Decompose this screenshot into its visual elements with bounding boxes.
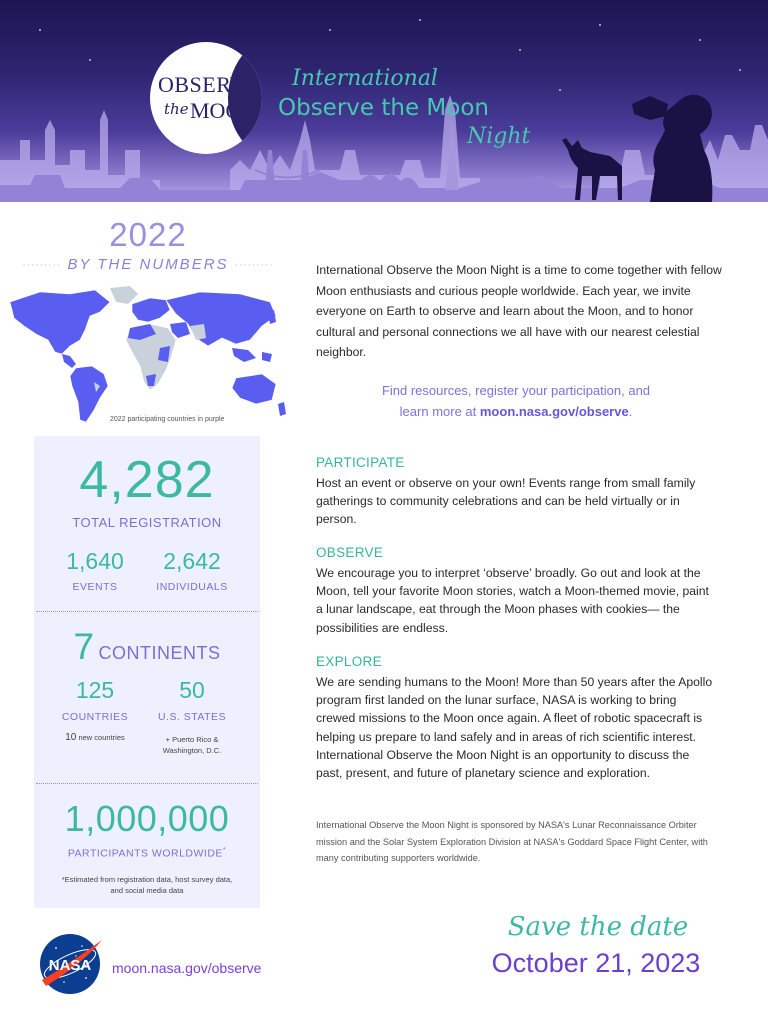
world-map [0, 282, 290, 428]
participants-label: PARTICIPANTS WORLDWIDE [67, 847, 223, 860]
total-registration-label: TOTAL REGISTRATION [72, 515, 222, 530]
observe-link[interactable]: moon.nasa.gov/observe [479, 404, 629, 419]
states-note [144, 734, 240, 756]
participants-mark: * [222, 847, 227, 854]
individuals-value: 2,642 [163, 548, 221, 574]
states-value: 50 [179, 677, 205, 703]
observe-heading: OBSERVE [316, 545, 384, 560]
footer-url-link[interactable]: moon.nasa.gov/observe [112, 960, 262, 976]
continents-value: 7 [73, 626, 95, 667]
find-line-2-suffix: . [628, 404, 633, 419]
observe-the-moon-logo [150, 42, 262, 154]
events-value: 1,640 [66, 548, 124, 574]
year-heading: 2022 [109, 216, 187, 253]
intro-paragraph: International Observe the Moon Night is a time to come together with fellow Moon enthusiasts and curious people worldwide. Each year, we invite everyone on Earth to observe and learn about the Moon, and to honor cultural and personal connections we all have with our nearest celestial neighbor. [316, 263, 722, 359]
observe-body: We encourage you to interpret ‘observe’ broadly. Go out and look at the Moon, tell your favorite Moon stories, watch a Moon-themed movie, paint a lunar landscape, eat through the Moon phases with cookies— the possibilities are endless. [316, 566, 709, 635]
nasa-logo-icon [36, 930, 104, 998]
footnote-line-2: and social media data [110, 886, 184, 895]
find-line-2 [316, 401, 716, 422]
find-line-2-prefix: learn more at [399, 404, 480, 419]
save-the-date: Save the date [507, 912, 689, 942]
title-line-2: Observe the Moon [278, 95, 489, 121]
participants-label-row [34, 847, 260, 860]
explore-body: We are sending humans to the Moon! More than 50 years after the Apollo program first landed on the lunar surface, NASA is working to bring crewed missions to the Moon once again. A fleet of robotic spacecraft is helping us prepare to land safely and in areas of rich scientific interest. International Observe the Moon Night is an opportunity to discuss the past, present, and future of planetary science and exploration. [316, 675, 713, 781]
explore-heading: EXPLORE [316, 654, 382, 669]
nasa-logo-text: NASA [48, 957, 92, 974]
by-the-numbers-heading [0, 256, 296, 273]
dots-divider-right: ········· [234, 259, 274, 271]
states-note-line-2: Washington, D.C. [162, 746, 222, 755]
participate-heading: PARTICIPATE [316, 455, 405, 470]
footnote-line-1: *Estimated from registration data, host survey data, [61, 875, 233, 884]
countries-note-text: new countries [78, 733, 125, 742]
states-label: U.S. STATES [157, 711, 227, 723]
countries-note-number: 10 [65, 732, 77, 743]
by-the-numbers-label: BY THE NUMBERS [67, 256, 229, 273]
event-date: October 21, 2023 [491, 948, 701, 978]
countries-label: COUNTRIES [61, 711, 129, 723]
continents-label: CONTINENTS [98, 643, 221, 663]
countries-value: 125 [75, 677, 115, 703]
logo-text-the: the [164, 100, 189, 118]
divider-1 [36, 611, 258, 612]
map-caption: 2022 participating countries in purple [110, 416, 225, 423]
sponsor-note: International Observe the Moon Night is sponsored by NASA's Lunar Reconnaissance Orbiter mission and the Solar System Exploration Division at NASA's Goddard Space Flight Center, with many contributing supporters worldwide. [316, 820, 708, 863]
title-line-1: International [292, 66, 438, 91]
stats-footnote [34, 874, 260, 896]
logo-text-observe: OBSERVE [158, 72, 260, 97]
logo-text-moon: MOON [190, 98, 258, 123]
header-banner [0, 0, 768, 202]
find-line-1: Find resources, register your participation, and [381, 383, 651, 398]
participate-body: Host an event or observe on your own! Events range from small family gatherings to community celebrations and can be held virtually or in person. [316, 476, 696, 527]
countries-note [48, 732, 142, 743]
dots-divider-left: ········· [22, 259, 62, 271]
find-resources [316, 380, 716, 422]
total-registration-value: 4,282 [79, 451, 215, 509]
title-line-3: Night [467, 124, 531, 149]
divider-2 [36, 783, 258, 784]
continents-row [34, 626, 260, 668]
states-note-line-1: + Puerto Rico & [165, 735, 219, 744]
events-label: EVENTS [72, 581, 118, 593]
stats-panel [34, 436, 260, 908]
participants-value: 1,000,000 [64, 798, 230, 839]
individuals-label: INDIVIDUALS [156, 581, 228, 593]
